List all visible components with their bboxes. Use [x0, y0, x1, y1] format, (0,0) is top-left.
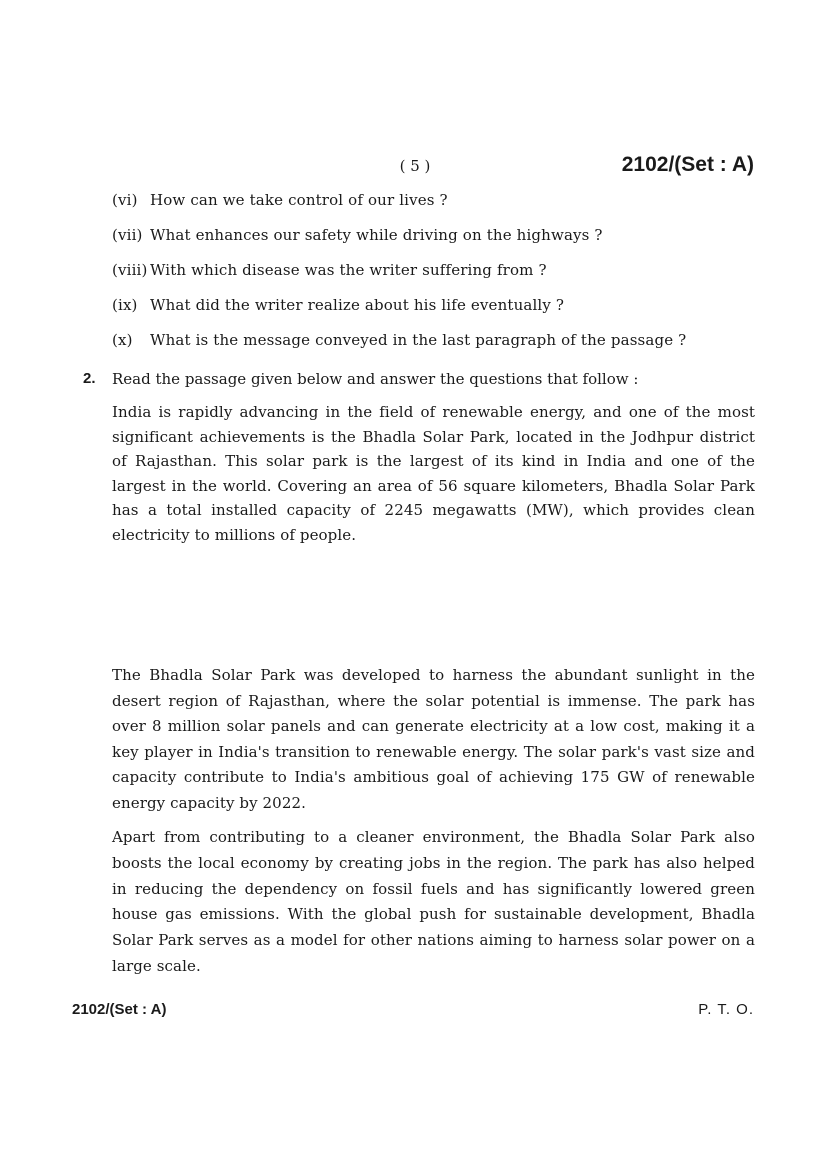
question-text: What did the writer realize about his life eventually ? — [150, 295, 565, 314]
pto-label: P. T. O. — [698, 1001, 754, 1018]
question-item — [112, 322, 757, 357]
question-item — [112, 287, 757, 322]
question-text: With which disease was the writer suffering from ? — [150, 260, 547, 279]
question-number: (vi) — [112, 190, 138, 209]
question-list — [112, 182, 757, 357]
passage-paragraph-3: Apart from contributing to a cleaner environment, the Bhadla Solar Park also boosts the local economy by creating jobs in the region. The park has also helped in reducing the dependency on fossil fuels and has significantly lowered green house gas emissions. With the global push for sustainable development, Bhadla Solar Park serves as a model for other nations aiming to harness solar power on a large scale. — [112, 828, 755, 975]
question-2-number: 2. — [83, 370, 96, 387]
question-text: What is the message conveyed in the last paragraph of the passage ? — [150, 330, 687, 349]
question-2-instruction: Read the passage given below and answer the questions that follow : — [112, 370, 639, 388]
question-item — [112, 217, 757, 252]
question-text: What enhances our safety while driving on the highways ? — [150, 225, 603, 244]
paper-code-header: 2102/(Set : A) — [621, 153, 754, 176]
question-item — [112, 252, 757, 287]
question-number: (x) — [112, 330, 133, 349]
passage-paragraph-1: India is rapidly advancing in the field of renewable energy, and one of the most significant achievements is the Bhadla Solar Park, located in the Jodhpur district of Rajasthan. This solar park is the largest of its kind in India and one of the largest in the world. Covering an area of 56 square kilometers, Bhadla Solar Park has a total installed capacity of 2245 megawatts (MW), which provides clean electricity to millions of people. — [112, 403, 755, 544]
passage-paragraph-2: The Bhadla Solar Park was developed to harness the abundant sunlight in the desert region of Rajasthan, where the solar potential is immense. The park has over 8 million solar panels and can generate electricity at a low cost, making it a key player in India's transition to renewable energy. The solar park's vast size and capacity contribute to India's ambitious goal of achieving 175 GW of renewable energy capacity by 2022. — [112, 666, 755, 812]
question-number: (viii) — [112, 260, 148, 279]
question-number: (vii) — [112, 225, 143, 244]
question-item — [112, 182, 757, 217]
question-text: How can we take control of our lives ? — [150, 190, 448, 209]
paper-code-footer: 2102/(Set : A) — [72, 1001, 167, 1018]
question-number: (ix) — [112, 295, 138, 314]
page-number: ( 5 ) — [399, 157, 431, 175]
